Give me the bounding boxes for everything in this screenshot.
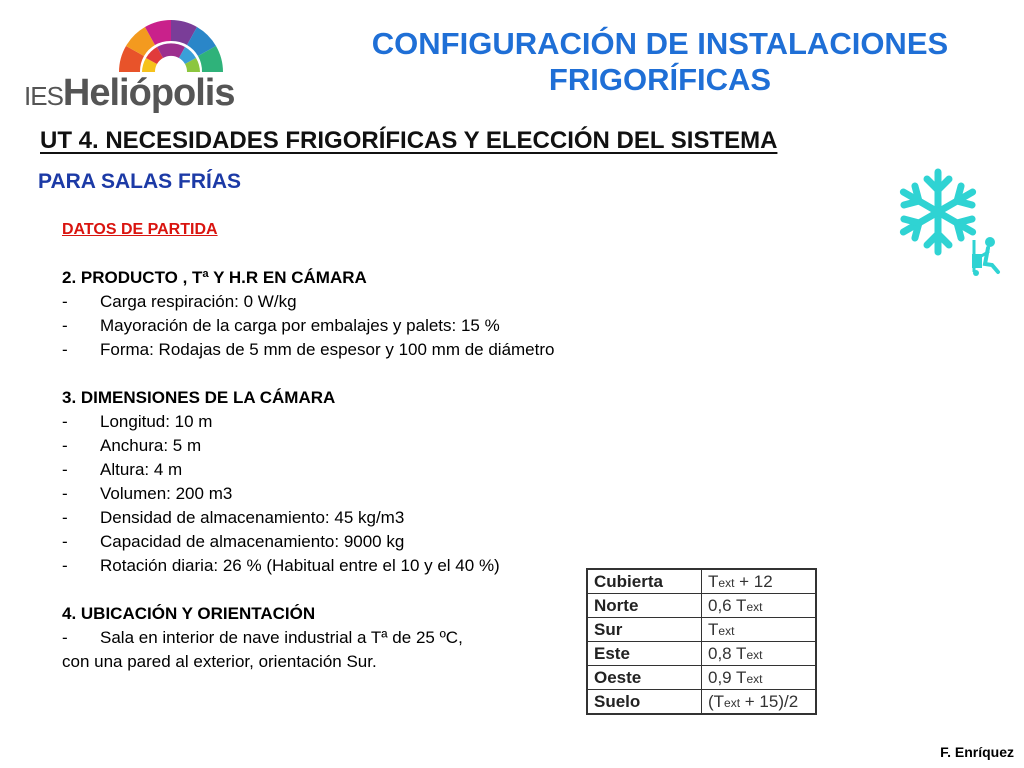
logo-prefix: IES <box>24 81 63 111</box>
logo-name: Heliópolis <box>62 72 235 114</box>
table-row <box>587 642 816 666</box>
page-title <box>300 26 1020 98</box>
table-cell-label: Sur <box>587 618 702 642</box>
temperature-table <box>586 568 817 715</box>
content <box>62 218 554 698</box>
subscript: ext <box>718 623 735 638</box>
list-item: - Densidad de almacenamiento: 45 kg/m3 <box>62 508 405 527</box>
table-cell-value: Text <box>702 618 817 642</box>
logo <box>24 14 244 114</box>
list-item-continuation: con una pared al exterior, orientación Sur. <box>62 652 377 671</box>
table-cell-label: Cubierta <box>587 569 702 594</box>
table-cell-value: Text + 12 <box>702 569 817 594</box>
table-row <box>587 666 816 690</box>
ubicacion-heading: 4. UBICACIÓN Y ORIENTACIÓN <box>62 604 316 623</box>
table-row <box>587 594 816 618</box>
snowflake-icon <box>890 168 1010 278</box>
table-row <box>587 690 816 715</box>
subscript: ext <box>746 671 763 686</box>
table-cell-label: Suelo <box>587 690 702 715</box>
list-item: - Anchura: 5 m <box>62 436 202 455</box>
author: F. Enríquez <box>940 744 1014 760</box>
table-cell-value: 0,6 Text <box>702 594 817 618</box>
dimensiones-heading: 3. DIMENSIONES DE LA CÁMARA <box>62 388 336 407</box>
producto-heading: 2. PRODUCTO , Tª Y H.R EN CÁMARA <box>62 268 367 287</box>
list-item: - Longitud: 10 m <box>62 412 213 431</box>
datos-header: DATOS DE PARTIDA <box>62 221 218 238</box>
list-item: - Altura: 4 m <box>62 460 183 479</box>
list-item: - Rotación diaria: 26 % (Habitual entre el 10 y el 40 %) <box>62 556 500 575</box>
unit-subtitle: UT 4. NECESIDADES FRIGORÍFICAS Y ELECCIÓN DEL SISTEMA <box>40 127 778 154</box>
title-line-1: CONFIGURACIÓN DE INSTALACIONES <box>371 26 949 61</box>
list-item: - Forma: Rodajas de 5 mm de espesor y 100 mm de diámetro <box>62 340 555 359</box>
subscript: ext <box>724 695 741 710</box>
table-cell-value: (Text + 15)/2 <box>702 690 817 715</box>
table-cell-label: Norte <box>587 594 702 618</box>
list-item: - Volumen: 200 m3 <box>62 484 233 503</box>
title-line-2: FRIGORÍFICAS <box>548 62 772 97</box>
table-cell-value: 0,9 Text <box>702 666 817 690</box>
list-item: - Sala en interior de nave industrial a Tª de 25 ºC, <box>62 628 463 647</box>
table-cell-label: Este <box>587 642 702 666</box>
table-row <box>587 618 816 642</box>
list-item: - Carga respiración: 0 W/kg <box>62 292 297 311</box>
section-title: PARA SALAS FRÍAS <box>38 170 242 193</box>
table-cell-label: Oeste <box>587 666 702 690</box>
table-cell-value: 0,8 Text <box>702 642 817 666</box>
table-row <box>587 569 816 594</box>
list-item: - Capacidad de almacenamiento: 9000 kg <box>62 532 405 551</box>
list-item: - Mayoración de la carga por embalajes y palets: 15 % <box>62 316 500 335</box>
logo-rainbow-icon <box>116 14 226 74</box>
subscript: ext <box>746 647 763 662</box>
logo-text <box>24 72 235 115</box>
subscript: ext <box>718 575 735 590</box>
subscript: ext <box>746 599 763 614</box>
